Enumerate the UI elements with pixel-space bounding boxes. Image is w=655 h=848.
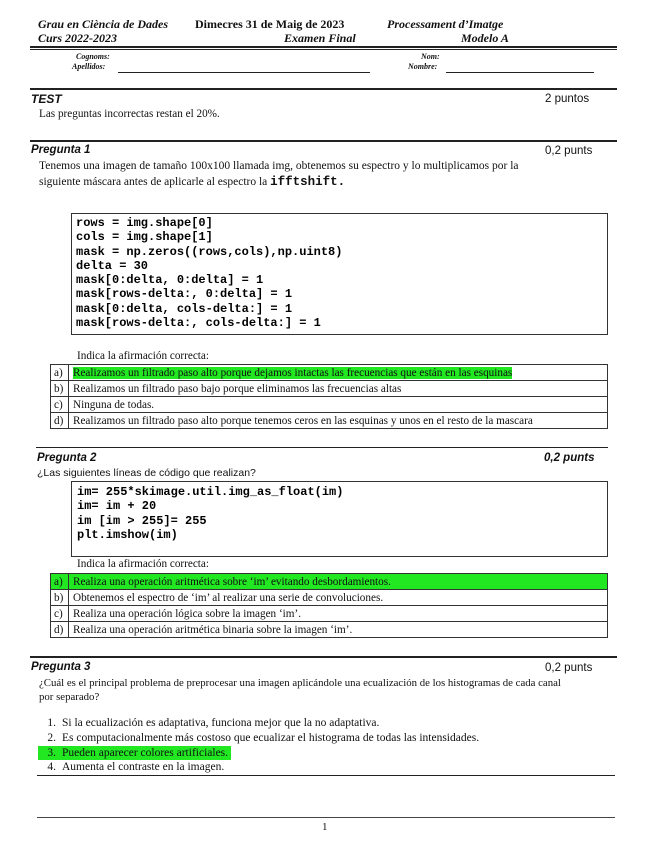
test-divider	[30, 88, 617, 90]
q1-statement-line2	[39, 175, 345, 189]
q3-end-divider	[37, 775, 615, 776]
exam-model: Modelo A	[461, 31, 509, 45]
name-label-es: Nombre:	[408, 62, 438, 71]
q2-statement: ¿Las siguientes líneas de código que realizan?	[37, 467, 256, 479]
q2-title: Pregunta 2	[37, 452, 97, 464]
code-line: im [im > 255]= 255	[77, 513, 207, 528]
test-title: TEST	[31, 92, 62, 106]
surname-field[interactable]	[118, 72, 370, 73]
q1-statement-line1: Tenemos una imagen de tamaño 100x100 llamada img, obtenemos su espectro y lo multiplicamos por la	[39, 160, 519, 172]
option-letter: a)	[51, 574, 69, 590]
q3-divider	[30, 656, 617, 658]
q3-option-4[interactable]	[38, 760, 479, 775]
q3-title: Pregunta 3	[31, 661, 91, 673]
surname-label-es: Apellidos:	[72, 62, 106, 71]
q3-options	[38, 716, 479, 775]
option-text: Aumenta el contraste en la imagen.	[62, 761, 225, 774]
q1-points: 0,2 punts	[545, 145, 593, 157]
name-label-ca: Nom:	[421, 52, 440, 61]
q2-option-c[interactable]	[51, 606, 608, 622]
option-number: 3.	[47, 746, 56, 759]
correct-answer-highlight: Realizamos un filtrado paso alto porque dejamos intactas las frecuencias que están en las esquinas	[73, 366, 513, 379]
option-text	[69, 365, 608, 381]
q2-option-a[interactable]	[51, 574, 608, 590]
footer-divider	[37, 817, 615, 818]
q1-options	[50, 364, 608, 429]
subject-name: Processament d’Imatge	[387, 17, 504, 31]
code-line: mask[rows-delta:, 0:delta] = 1	[76, 287, 293, 302]
header-divider	[30, 46, 617, 48]
code-line: rows = img.shape[0]	[76, 216, 213, 230]
exam-date: Dimecres 31 de Maig de 2023	[195, 17, 345, 31]
q2-prompt: Indica la afirmación correcta:	[77, 558, 209, 570]
q1-code-block	[71, 213, 608, 335]
code-line: im= im + 20	[77, 499, 157, 514]
option-text: Realizamos un filtrado paso bajo porque eliminamos las frecuencias altas	[69, 381, 608, 397]
q3-option-2[interactable]	[38, 731, 479, 746]
option-letter: c)	[51, 397, 69, 413]
q1-option-a[interactable]	[51, 365, 608, 381]
course-year: Curs 2022-2023	[38, 31, 118, 45]
code-line: mask[rows-delta:, cols-delta:] = 1	[76, 316, 321, 331]
option-text: Obtenemos el espectro de ‘im’ al realizar una serie de convoluciones.	[69, 590, 608, 606]
option-text: Realizamos un filtrado paso alto porque tenemos ceros en las esquinas y unos en el resto de la mascara	[69, 413, 608, 429]
q3-statement-line1: ¿Cuál es el principal problema de preprocesar una imagen aplicándole una ecualización de los histogramas de cada canal	[39, 677, 561, 689]
code-line: cols = img.shape[1]	[76, 230, 213, 245]
q2-code-block	[71, 481, 608, 557]
code-line: im= 255*skimage.util.img_as_float(im)	[77, 485, 344, 499]
option-letter: b)	[51, 381, 69, 397]
correct-answer-highlight	[38, 746, 231, 761]
option-text: Pueden aparecer colores artificiales.	[62, 746, 229, 759]
q3-points: 0,2 punts	[545, 662, 593, 674]
option-text: Si la ecualización es adaptativa, funciona mejor que la no adaptativa.	[62, 717, 380, 729]
page-number: 1	[322, 821, 328, 833]
option-letter: a)	[51, 365, 69, 381]
option-letter: b)	[51, 590, 69, 606]
code-line: plt.imshow(im)	[77, 527, 178, 542]
option-text: Ninguna de todas.	[69, 397, 608, 413]
code-line: mask[0:delta, 0:delta] = 1	[76, 273, 264, 288]
option-text: Realiza una operación aritmética sobre ‘im’ evitando desbordamientos.	[69, 574, 608, 590]
option-text: Realiza una operación lógica sobre la imagen ‘im’.	[69, 606, 608, 622]
exam-type: Examen Final	[284, 31, 356, 45]
option-number: 4.	[47, 761, 56, 774]
test-points: 2 puntos	[545, 93, 590, 105]
option-letter: c)	[51, 606, 69, 622]
surname-label-ca: Cognoms:	[76, 52, 110, 61]
test-note: Las preguntas incorrectas restan el 20%.	[39, 108, 220, 120]
q1-option-c[interactable]	[51, 397, 608, 413]
q2-option-d[interactable]	[51, 622, 608, 638]
q2-options	[50, 573, 608, 638]
header-divider-thin	[30, 49, 617, 50]
option-text: Es computacionalmente más costoso que ecualizar el histograma de todas las intensidades.	[62, 731, 480, 744]
option-text: Realiza una operación aritmética binaria sobre la imagen ‘im’.	[69, 622, 608, 638]
q1-option-d[interactable]	[51, 413, 608, 429]
degree-name: Grau en Ciència de Dades	[38, 17, 168, 31]
q2-points: 0,2 punts	[544, 452, 595, 464]
q1-statement-code: ifftshift.	[270, 175, 346, 189]
q1-divider	[30, 140, 617, 142]
q2-divider	[36, 447, 608, 448]
q3-option-3[interactable]	[38, 746, 479, 761]
code-line: delta = 30	[76, 258, 149, 273]
option-letter: d)	[51, 413, 69, 429]
q1-prompt: Indica la afirmación correcta:	[77, 350, 209, 362]
code-line: mask = np.zeros((rows,cols),np.uint8)	[76, 244, 343, 259]
q3-option-1[interactable]	[38, 716, 479, 731]
q1-title: Pregunta 1	[31, 144, 91, 156]
q2-option-b[interactable]	[51, 590, 608, 606]
code-line: mask[0:delta, cols-delta:] = 1	[76, 301, 293, 316]
q1-option-b[interactable]	[51, 381, 608, 397]
q3-statement-line2: por separado?	[39, 691, 100, 703]
option-letter: d)	[51, 622, 69, 638]
option-number: 1.	[47, 717, 56, 729]
option-number: 2.	[47, 731, 56, 744]
q1-statement-text: siguiente máscara antes de aplicarle al espectro la	[39, 176, 271, 188]
name-field[interactable]	[446, 72, 594, 73]
